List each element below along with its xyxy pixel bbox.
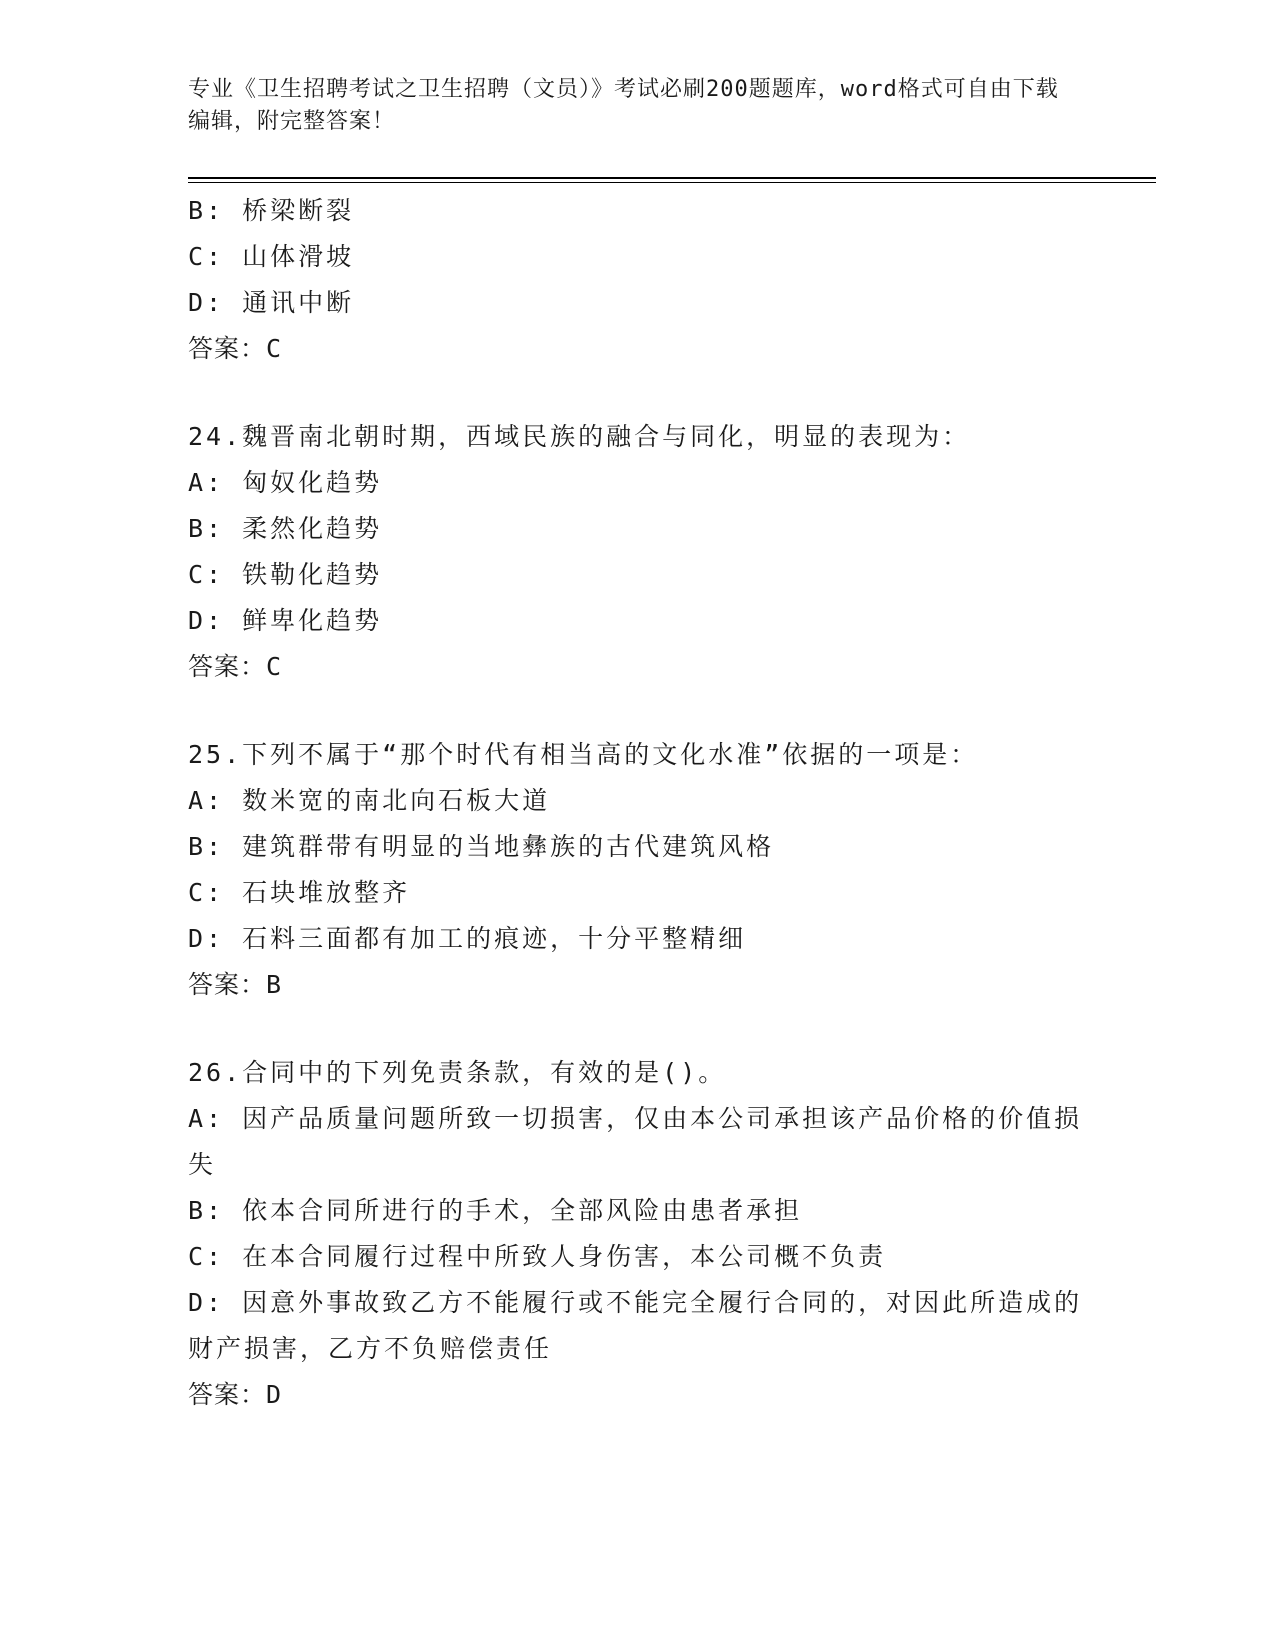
answer-line: 答案：D (188, 1380, 283, 1409)
previous-question-tail (188, 188, 1088, 372)
document-header: 专业《卫生招聘考试之卫生招聘（文员）》考试必刷200题题库，word格式可自由下载编辑，附完整答案！ (188, 77, 1059, 134)
option-b: B: 柔然化趋势 (188, 514, 383, 543)
answer-line: 答案：C (188, 652, 283, 681)
question-25 (188, 732, 1088, 1008)
option-d: D: 通讯中断 (188, 288, 355, 317)
question-24 (188, 414, 1088, 690)
option-c: C: 山体滑坡 (188, 242, 355, 271)
option-b: B: 依本合同所进行的手术，全部风险由患者承担 (188, 1196, 803, 1225)
header-rule-thick (188, 177, 1156, 179)
question-stem: 26.合同中的下列免责条款，有效的是()。 (188, 1058, 727, 1087)
answer-line: 答案：C (188, 334, 283, 363)
option-b: B: 桥梁断裂 (188, 196, 355, 225)
question-26 (188, 1050, 1088, 1418)
answer-line: 答案：B (188, 970, 283, 999)
option-a: A: 数米宽的南北向石板大道 (188, 786, 551, 815)
option-a: A: 匈奴化趋势 (188, 468, 383, 497)
question-stem: 25.下列不属于“那个时代有相当高的文化水准”依据的一项是： (188, 740, 979, 769)
document-body (188, 188, 1088, 1418)
option-c: C: 在本合同履行过程中所致人身伤害，本公司概不负责 (188, 1242, 887, 1271)
option-b: B: 建筑群带有明显的当地彝族的古代建筑风格 (188, 832, 775, 861)
option-a: A: 因产品质量问题所致一切损害，仅由本公司承担该产品价格的价值损失 (188, 1104, 1083, 1179)
question-stem: 24.魏晋南北朝时期，西域民族的融合与同化，明显的表现为： (188, 422, 971, 451)
option-d: D: 因意外事故致乙方不能履行或不能完全履行合同的，对因此所造成的财产损害，乙方不负赔偿责任 (188, 1288, 1083, 1363)
option-c: C: 石块堆放整齐 (188, 878, 411, 907)
option-d: D: 鲜卑化趋势 (188, 606, 383, 635)
header-rule-thin (188, 182, 1156, 183)
option-d: D: 石料三面都有加工的痕迹，十分平整精细 (188, 924, 747, 953)
option-c: C: 铁勒化趋势 (188, 560, 383, 589)
